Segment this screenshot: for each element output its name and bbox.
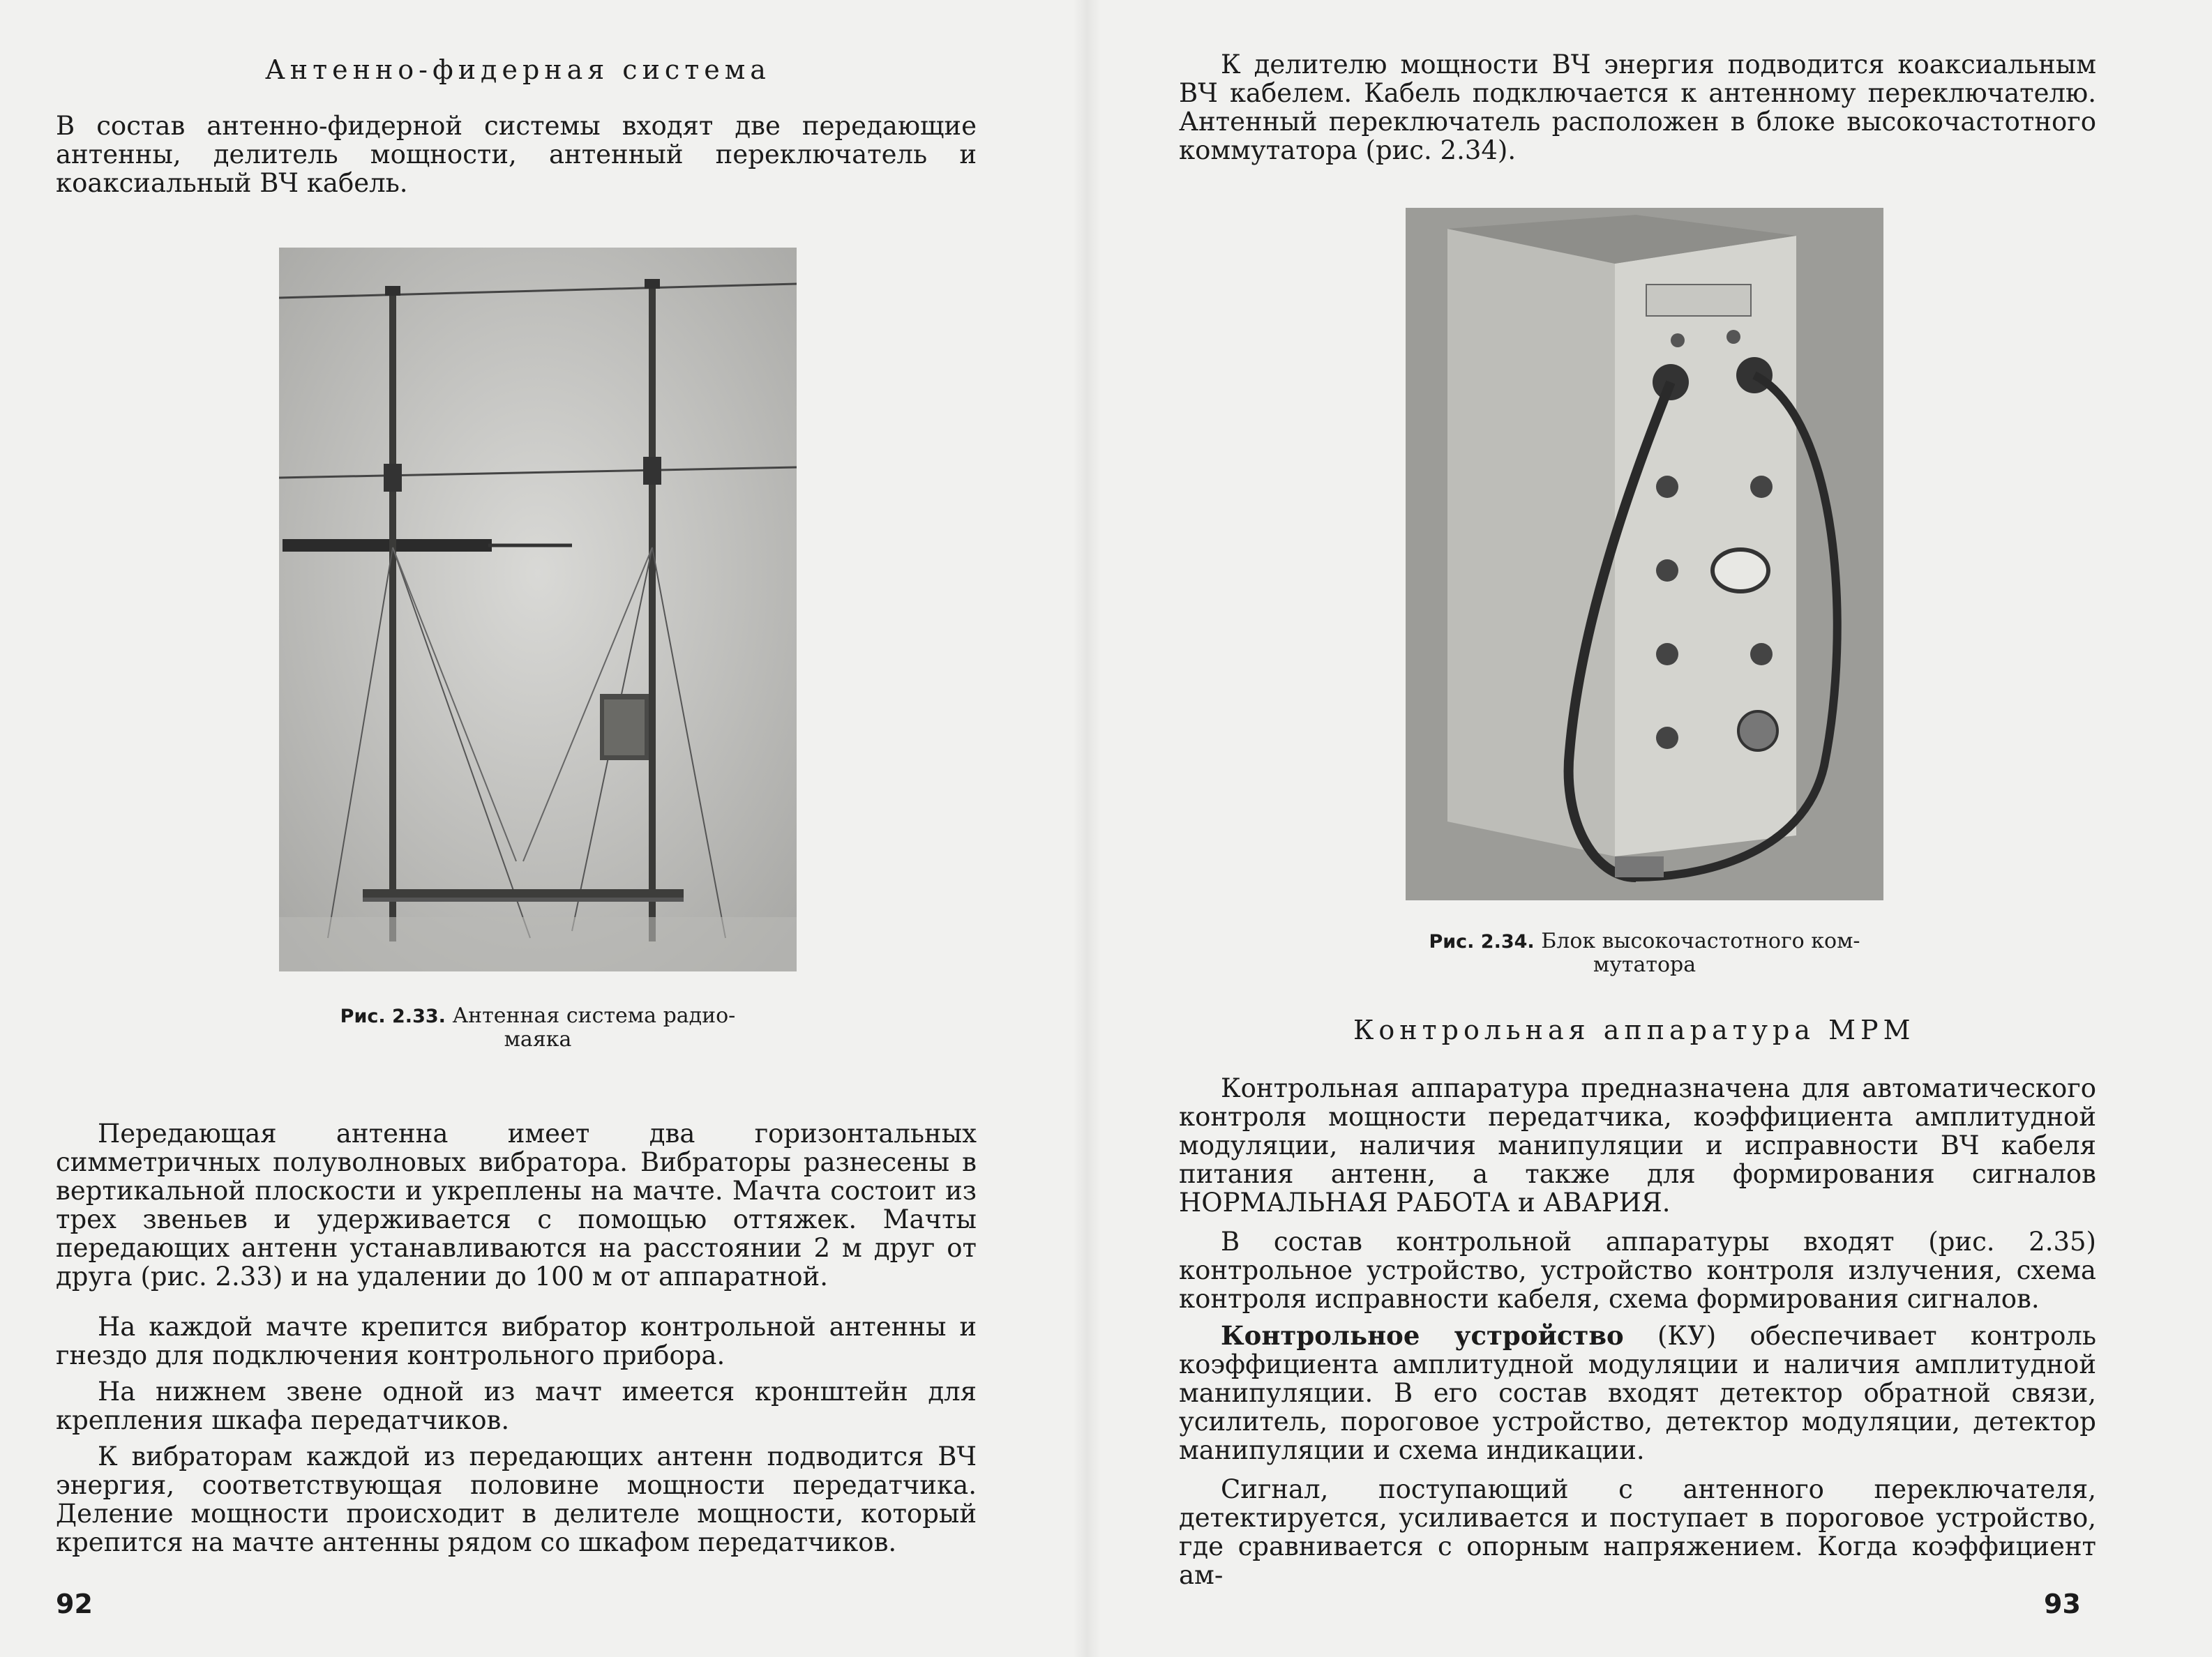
paragraph-antenna-description: Передающая антенна имеет два горизонтальных симметричных полуволновых вибратора. Вибраторы разнесены в вертикальной плоскости и укреплены на мачте. Мачта состоит из трех звеньев и удерживается с помощью оттяжек. Мачты передающих антенн устанавливаются на расстоянии 2 м друг от друга (рис. 2.33) и на удалении до 100 м от аппаратной.: [56, 1119, 977, 1292]
paragraph-control-composition: В состав контрольной аппаратуры входят (рис. 2.35) контрольное устройство, устройство контроля излучения, схема контроля исправности кабеля, схема формирования сигналов.: [1179, 1227, 2096, 1314]
section-heading-control: Контрольная аппаратура МРМ: [1353, 1015, 1916, 1045]
paragraph-signal: Сигнал, поступающий с антенного переключателя, детектируется, усиливается и поступает в пороговое устройство, где сравнивается с опорным напряжением. Когда коэффициент ам-: [1179, 1474, 2096, 1590]
right-page: [1179, 0, 2103, 1657]
paragraph-bracket: На нижнем звене одной из мачт имеется кронштейн для крепления шкафа передатчиков.: [56, 1377, 977, 1435]
book-fold: [1073, 0, 1101, 1657]
left-page: [56, 0, 977, 1657]
figure-234-caption-line2: мутатора: [1593, 953, 1696, 977]
section-heading-antenna: Антенно-фидерная система: [265, 54, 771, 85]
figure-234-number: Рис. 2.34.: [1429, 931, 1535, 953]
page-number-right: 93: [2044, 1589, 2081, 1619]
paragraph-control-device: [1179, 1322, 2096, 1465]
figure-234-caption: [1406, 930, 1883, 976]
antenna-photo: [279, 248, 797, 971]
page-number-left: 92: [56, 1589, 93, 1619]
figure-233-caption-line1: Антенная система радио-: [452, 1004, 736, 1028]
figure-233-caption: [279, 1004, 797, 1051]
intro-paragraph-right: К делителю мощности ВЧ энергия подводится коаксиальным ВЧ кабелем. Кабель подключается к антенному переключателю. Антенный переключатель расположен в блоке высокочастотного коммутатора (рис. 2.34).: [1179, 50, 2096, 165]
intro-paragraph: В состав антенно-фидерной системы входят две передающие антенны, делитель мощности, антенный переключатель и коаксиальный ВЧ кабель.: [56, 111, 977, 198]
figure-233-number: Рис. 2.33.: [340, 1006, 446, 1027]
paragraph-control-purpose: Контрольная аппаратура предназначена для автоматического контроля мощности передатчика, коэффициента амплитудной модуляции, наличия манипуляции и исправности ВЧ кабеля питания антенн, а также для формирования сигналов НОРМАЛЬНАЯ РАБОТА и АВАРИЯ.: [1179, 1073, 2096, 1218]
figure-234-caption-line1: Блок высокочастотного ком-: [1541, 929, 1860, 953]
control-device-term: Контрольное устройство: [1221, 1320, 1624, 1351]
figure-233-caption-line2: маяка: [504, 1027, 572, 1052]
paragraph-control-vibrator: На каждой мачте крепится вибратор контрольной антенны и гнездо для подключения контрольного прибора.: [56, 1312, 977, 1370]
hf-switch-photo: [1406, 208, 1883, 900]
paragraph-power-division: К вибраторам каждой из передающих антенн подводится ВЧ энергия, соответствующая половине мощности передатчика. Деление мощности происходит в делителе мощности, который крепится на мачте антенны рядом со шкафом передатчиков.: [56, 1442, 977, 1557]
control-device-text: (КУ) обеспечивает контроль коэффициента амплитудной модуляции и наличия амплитудной манипуляции. В его состав входят детектор обратной связи, усилитель, пороговое устройство, детектор модуляции, детектор манипуляции и схема индикации.: [1179, 1321, 2096, 1465]
